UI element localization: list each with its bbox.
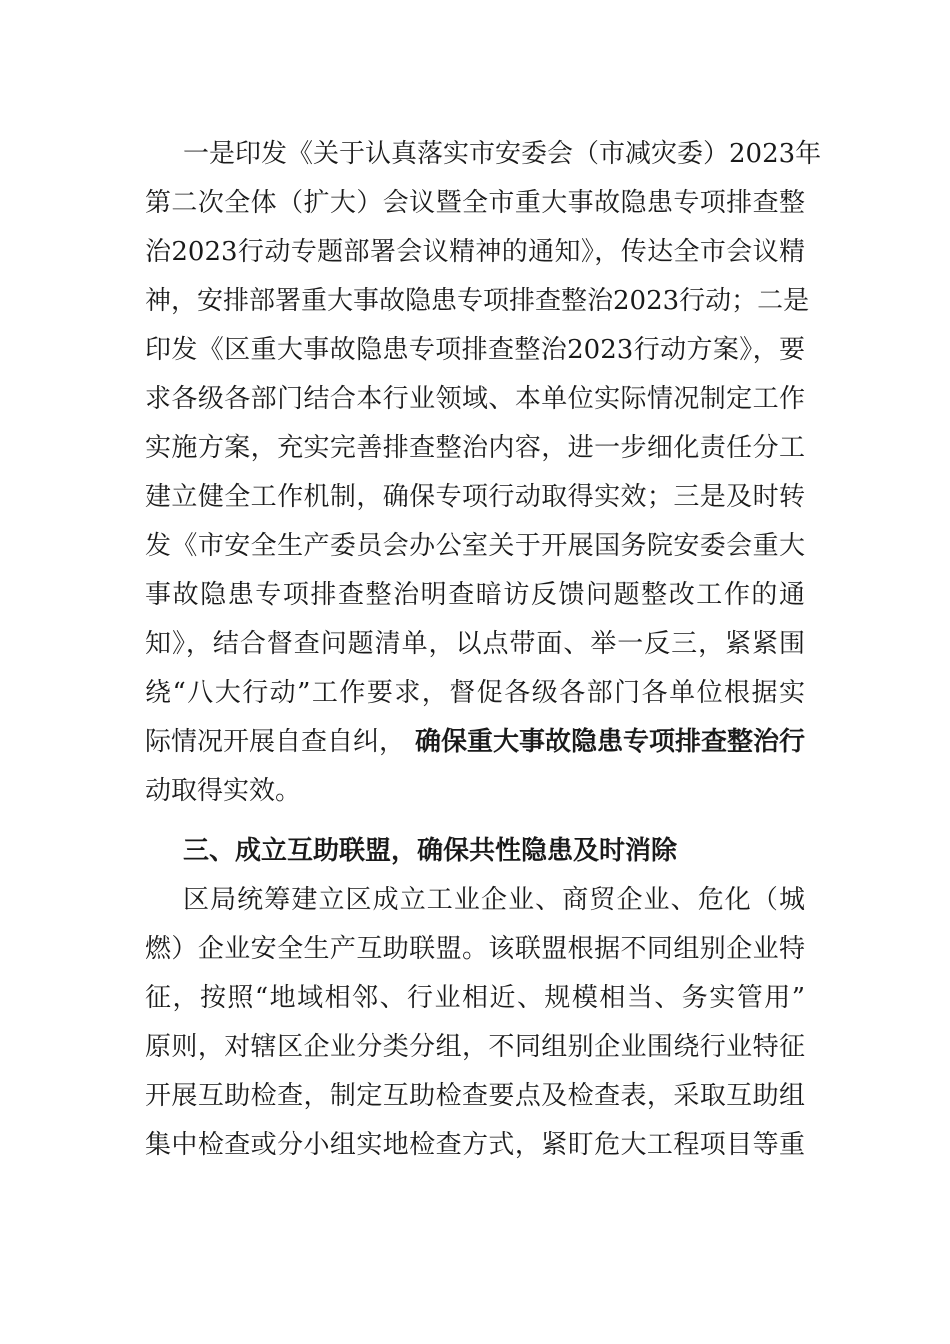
text-line — [145, 718, 805, 767]
text-line: 发《市安全生产委员会办公室关于开展国务院安委会重大 — [145, 531, 805, 561]
text-line: 征，按照“地域相邻、行业相近、规模相当、务实管用” — [145, 983, 805, 1013]
section-heading: 三、成立互助联盟，确保共性隐患及时消除 — [183, 836, 678, 866]
text-line: 神，安排部署重大事故隐患专项排查整治2023行动；二是 — [145, 286, 810, 316]
text-line: 第二次全体（扩大）会议暨全市重大事故隐患专项排查整 — [145, 188, 805, 218]
text-line: 印发《区重大事故隐患专项排查整治2023行动方案》，要 — [145, 335, 805, 365]
paragraph-1 — [145, 130, 822, 816]
text-line: 集中检查或分小组实地检查方式，紧盯危大工程项目等重 — [145, 1130, 805, 1160]
text-line: 事故隐患专项排查整治明查暗访反馈问题整改工作的通 — [145, 580, 805, 610]
text-line: 区局统筹建立区成立工业企业、商贸企业、危化（城 — [183, 885, 805, 915]
text-line: 实施方案，充实完善排查整治内容，进一步细化责任分工 — [145, 433, 805, 463]
paragraph-2 — [145, 876, 805, 1170]
text-line: 原则，对辖区企业分类分组，不同组别企业围绕行业特征 — [145, 1032, 805, 1062]
text-line: 燃）企业安全生产互助联盟。该联盟根据不同组别企业特 — [145, 934, 805, 964]
text-line: 开展互助检查，制定互助检查要点及检查表，采取互助组 — [145, 1081, 805, 1111]
text-line: 求各级各部门结合本行业领域、本单位实际情况制定工作 — [145, 384, 805, 414]
text-line: 绕“八大行动”工作要求，督促各级各部门各单位根据实 — [145, 678, 805, 708]
text-line: 知》，结合督查问题清单，以点带面、举一反三，紧紧围 — [145, 629, 805, 659]
document-page — [145, 130, 822, 1170]
text-line: 动取得实效。 — [145, 776, 302, 806]
text-segment: 际情况开展自查自纠， — [145, 727, 406, 757]
text-line: 一是印发《关于认真落实市安委会（市减灾委）2023年 — [183, 139, 822, 169]
text-line: 建立健全工作机制，确保专项行动取得实效；三是及时转 — [145, 482, 805, 512]
text-line: 治2023行动专题部署会议精神的通知》，传达全市会议精 — [145, 237, 805, 267]
bold-text-segment: 确保重大事故隐患专项排查整治行 — [414, 727, 805, 757]
